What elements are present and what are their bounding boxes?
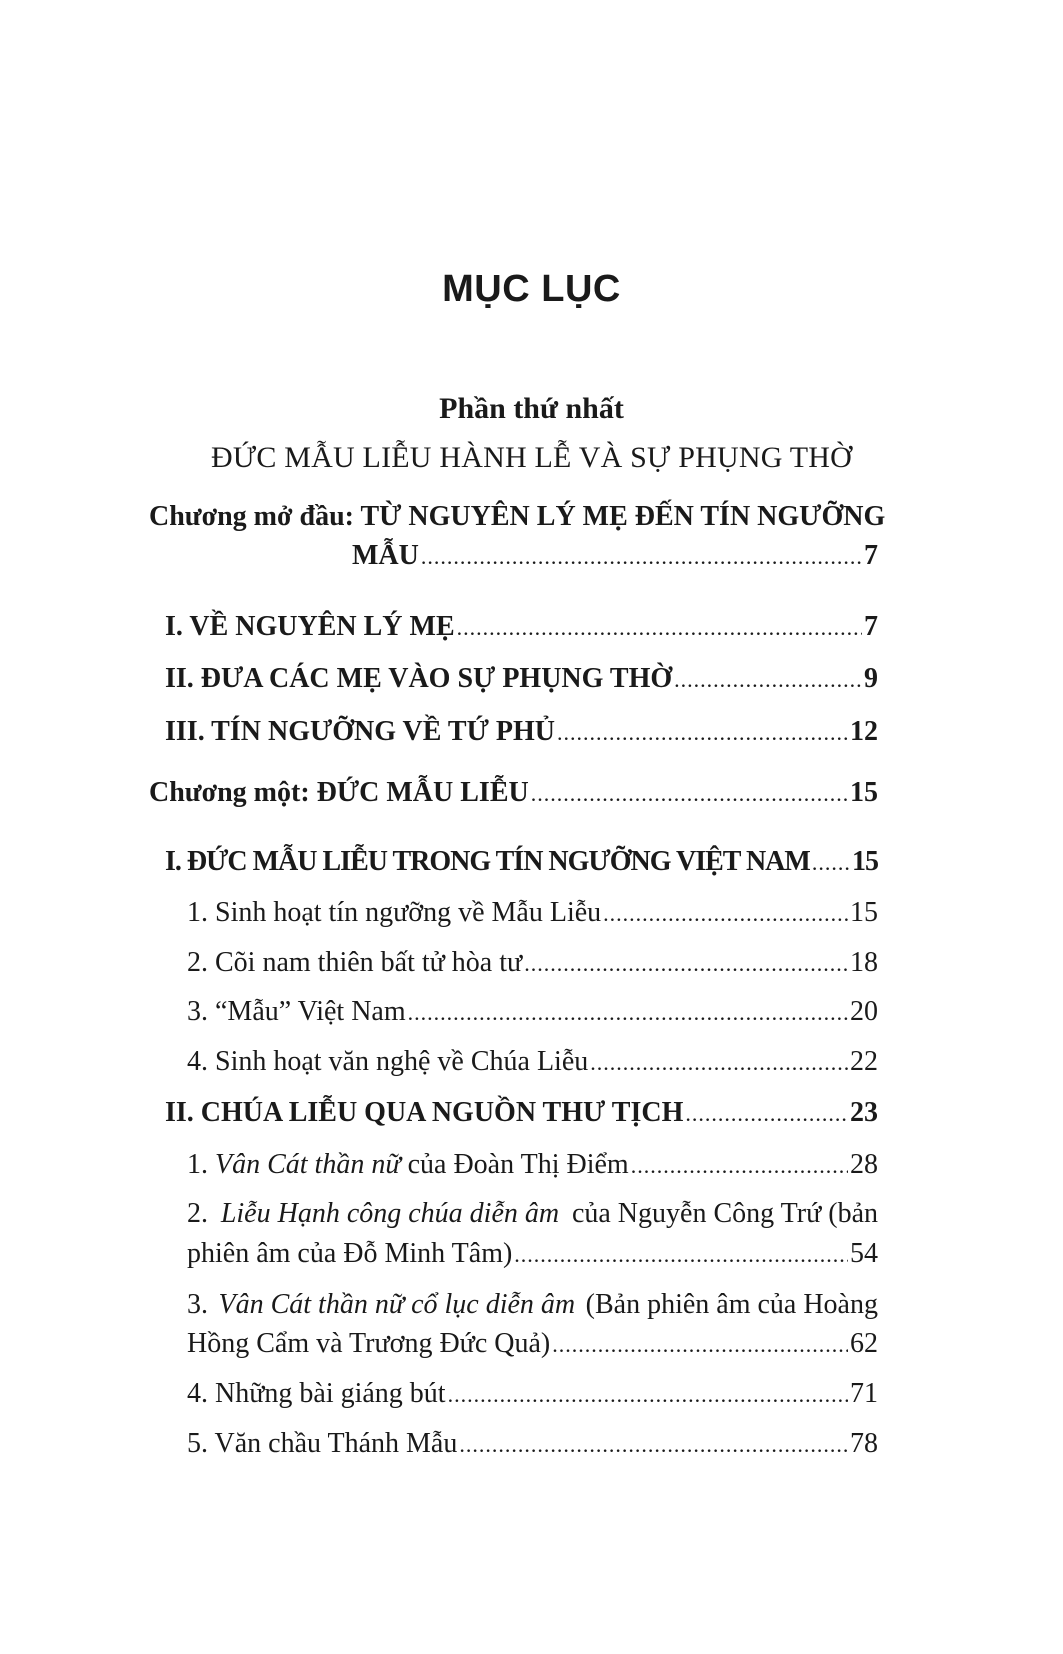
toc-page-number: 22 (850, 1046, 878, 1077)
dot-leader (457, 611, 862, 645)
toc-entry (187, 1237, 878, 1272)
dot-leader (685, 1097, 848, 1131)
item-author: của Nguyễn Công Trứ (bản (571, 1198, 878, 1229)
dot-leader (590, 1046, 848, 1080)
toc-entry (187, 1148, 878, 1183)
toc-page-number: 7 (864, 611, 878, 642)
toc-entry-text: III. TÍN NGƯỠNG VỀ TỨ PHỦ (165, 716, 555, 747)
toc-entry-prologue (352, 539, 878, 574)
toc-entry (187, 1427, 878, 1462)
page-title: MỤC LỤC (442, 268, 621, 310)
toc-entry-text (187, 1148, 629, 1182)
toc-entry (187, 946, 878, 981)
toc-entry-section2 (165, 1096, 878, 1131)
dot-leader (674, 663, 862, 697)
dot-leader (812, 846, 850, 880)
toc-entry-line1 (187, 1288, 878, 1322)
toc-page-number: 15 (850, 897, 878, 928)
toc-entry (165, 662, 878, 697)
toc-entry-text: 4. Những bài giáng bút (187, 1378, 446, 1409)
dot-leader (603, 897, 848, 931)
toc-page-number: 15 (850, 777, 878, 808)
toc-entry (187, 1045, 878, 1080)
toc-entry-text: Hồng Cẩm và Trương Đức Quả) (187, 1328, 551, 1359)
toc-entry-text: 1. Sinh hoạt tín ngưỡng về Mẫu Liễu (187, 897, 602, 928)
toc-entry (165, 610, 878, 645)
work-title: Liễu Hạnh công chúa diễn âm (220, 1198, 560, 1229)
toc-page-number: 15 (852, 846, 878, 877)
dot-leader (459, 1428, 848, 1462)
toc-page-number: 23 (850, 1097, 878, 1128)
toc-entry-text: 4. Sinh hoạt văn nghệ về Chúa Liễu (187, 1046, 589, 1077)
toc-entry-text: Chương một: ĐỨC MẪU LIỄU (149, 777, 529, 808)
work-title: Vân Cát thần nữ (215, 1149, 401, 1180)
dot-leader (557, 716, 848, 750)
item-number: 2. (187, 1198, 208, 1229)
toc-entry (165, 715, 878, 750)
toc-entry-text: I. ĐỨC MẪU LIỄU TRONG TÍN NGƯỠNG VIỆT NAM (165, 846, 810, 877)
toc-entry-text: 3. “Mẫu” Việt Nam (187, 996, 406, 1027)
toc-page-number: 7 (864, 540, 878, 571)
item-number: 3. (187, 1289, 208, 1320)
toc-entry-section1 (165, 845, 878, 880)
dot-leader (448, 1378, 848, 1412)
dot-leader (514, 1238, 848, 1272)
toc-page-number: 62 (850, 1328, 878, 1359)
toc-entry-chapter1 (149, 776, 878, 811)
part-label: Phần thứ nhất (439, 392, 624, 425)
toc-entry-text: 2. Cõi nam thiên bất tử hòa tư (187, 947, 523, 978)
item-author: (Bản phiên âm của Hoàng (585, 1289, 878, 1320)
toc-entry (187, 1377, 878, 1412)
toc-entry (187, 896, 878, 931)
dot-leader (421, 540, 862, 574)
dot-leader (408, 996, 848, 1030)
toc-page-number: 78 (850, 1428, 878, 1459)
toc-page-number: 12 (850, 716, 878, 747)
toc-entry-text: phiên âm của Đỗ Minh Tâm) (187, 1238, 513, 1269)
toc-page-number: 54 (850, 1238, 878, 1269)
toc-page-number: 9 (864, 663, 878, 694)
dot-leader (552, 1328, 848, 1362)
toc-page-number: 20 (850, 996, 878, 1027)
toc-entry-text: II. ĐƯA CÁC MẸ VÀO SỰ PHỤNG THỜ (165, 663, 673, 694)
item-author: của Đoàn Thị Điểm (407, 1149, 629, 1180)
toc-page-number: 28 (850, 1149, 878, 1180)
toc-entry (187, 1327, 878, 1362)
dot-leader (631, 1149, 848, 1183)
toc-entry-text: MẪU (352, 540, 419, 571)
toc-page-number: 18 (850, 947, 878, 978)
toc-entry-text: 5. Văn chầu Thánh Mẫu (187, 1428, 458, 1459)
toc-entry (187, 995, 878, 1030)
part-title: ĐỨC MẪU LIỄU HÀNH LỄ VÀ SỰ PHỤNG THỜ (211, 441, 852, 474)
dot-leader (524, 947, 848, 981)
toc-prologue-line1: Chương mở đầu: TỪ NGUYÊN LÝ MẸ ĐẾN TÍN NGƯỠNG (149, 501, 886, 532)
toc-entry-text: I. VỀ NGUYÊN LÝ MẸ (165, 611, 455, 642)
toc-entry-line1 (187, 1197, 878, 1231)
dot-leader (531, 777, 848, 811)
toc-entry-text: II. CHÚA LIỄU QUA NGUỒN THƯ TỊCH (165, 1097, 684, 1128)
work-title: Vân Cát thần nữ cổ lục diễn âm (218, 1289, 576, 1320)
item-number: 1. (187, 1149, 208, 1180)
toc-page-number: 71 (850, 1378, 878, 1409)
